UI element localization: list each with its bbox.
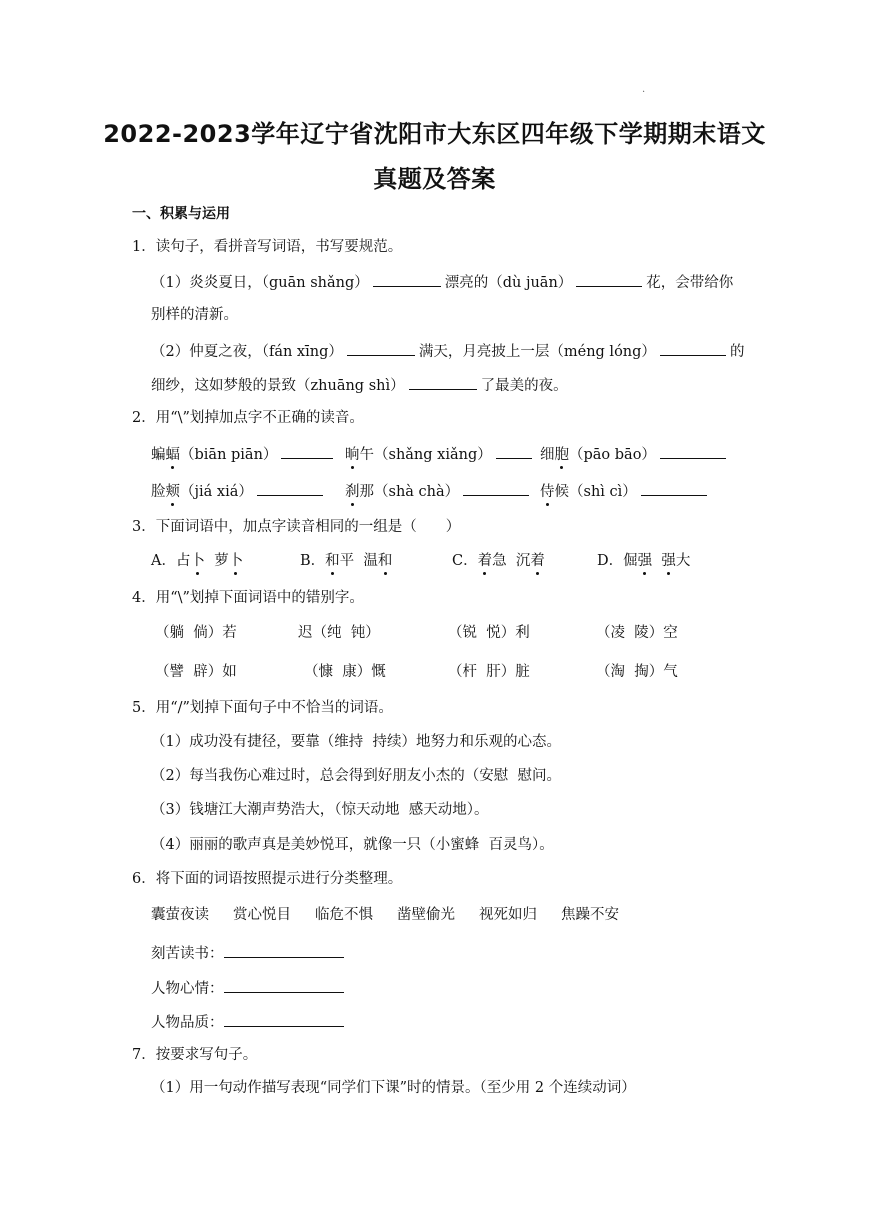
q3-dotted-char: 卜	[190, 553, 205, 569]
q3-option-c[interactable]	[452, 551, 545, 571]
q1-stem: 1．读句子，看拼音写词语，书写要规范。	[132, 239, 403, 255]
option-text: 大	[675, 553, 691, 569]
q6-word: 临危不惧	[315, 907, 373, 923]
answer-blank[interactable]	[281, 443, 333, 459]
answer-blank[interactable]	[224, 942, 344, 958]
q1-s2-part-d: 细纱，这如梦般的景致（zhuāng shì）	[151, 378, 405, 394]
q6-word: 焦躁不安	[561, 907, 619, 923]
q1-sentence1-cont: 别样的清新。	[151, 307, 238, 323]
option-text: B．	[300, 553, 326, 569]
q4-word: （譬 辟）如	[155, 664, 237, 680]
answer-blank[interactable]	[660, 340, 726, 356]
q5-sentence3: （3）钱塘江大潮声势浩大，（惊天动地 感天动地）。	[151, 802, 489, 818]
q4-word: （凌 陵）空	[596, 625, 678, 641]
q2-item-text: 细	[540, 447, 555, 463]
q6-category-1	[151, 942, 348, 964]
q2-item	[540, 443, 730, 465]
q2-item-text: 蝙	[151, 447, 166, 463]
category-label: 人物心情：	[151, 981, 224, 997]
q2-dotted-char: 胞	[554, 447, 569, 463]
q6-word: 视死如归	[479, 907, 537, 923]
answer-blank[interactable]	[347, 340, 415, 356]
q2-dotted-char: 颊	[165, 484, 180, 500]
q2-item	[540, 480, 711, 502]
q1-s2-part-e: 了最美的夜。	[480, 378, 568, 394]
page-title-line1: 2022-2023学年辽宁省沈阳市大东区四年级下学期期末语文	[103, 120, 766, 148]
q3-dotted-char: 着	[530, 553, 545, 569]
q3-dotted-char: 着	[477, 553, 493, 569]
answer-blank[interactable]	[224, 977, 344, 993]
q6-category-2	[151, 977, 348, 999]
answer-blank[interactable]	[409, 374, 477, 390]
q3-option-d[interactable]	[597, 551, 690, 571]
q5-sentence4: （4）丽丽的歌声真是美妙悦耳，就像一只（小蜜蜂 百灵鸟）。	[151, 837, 554, 853]
q4-word: 迟（纯 钝）	[298, 625, 380, 641]
option-text: A．占	[151, 553, 191, 569]
category-label: 刻苦读书：	[151, 946, 224, 962]
q1-sentence2	[151, 340, 744, 362]
q2-item	[151, 480, 327, 502]
q4-stem: 4．用“\”划掉下面词语中的错别字。	[132, 590, 364, 606]
answer-blank[interactable]	[373, 271, 441, 287]
q1-s2-part-a: （2）仲夏之夜，（fán xīng）	[151, 344, 343, 360]
q3-dotted-char: 和	[377, 553, 393, 569]
q2-item	[345, 480, 533, 502]
category-label: 人物品质：	[151, 1015, 224, 1031]
q3-stem: 3．下面词语中，加点字读音相同的一组是（ ）	[132, 519, 461, 535]
q2-dotted-char: 蝠	[165, 447, 180, 463]
q2-item-text: 午（shǎng xiǎng）	[359, 447, 492, 463]
answer-blank[interactable]	[257, 480, 323, 496]
q5-sentence1: （1）成功没有捷径，要靠（维持 持续）地努力和乐观的心态。	[151, 734, 561, 750]
q6-category-3	[151, 1011, 348, 1033]
q6-word: 凿壁偷光	[397, 907, 455, 923]
q1-s1-part-b: 漂亮的（dù juān）	[444, 275, 573, 291]
q4-word: （锐 悦）利	[448, 625, 530, 641]
q1-s2-part-c: 的	[729, 344, 745, 360]
q2-item	[151, 443, 337, 465]
option-text: C．	[452, 553, 478, 569]
q1-s2-part-b: 满天，月亮披上一层（méng lóng）	[418, 344, 656, 360]
answer-blank[interactable]	[576, 271, 642, 287]
q1-s1-part-c: 花，会带给你	[646, 275, 734, 291]
q4-word: （杆 肝）脏	[448, 664, 530, 680]
answer-blank[interactable]	[224, 1011, 344, 1027]
q3-dotted-char: 和	[325, 553, 340, 569]
q6-word: 囊萤夜读	[151, 907, 209, 923]
q3-dotted-char: 强	[661, 553, 676, 569]
q5-stem: 5．用“/”划掉下面句子中不恰当的词语。	[132, 700, 393, 716]
q4-word: （躺 倘）若	[155, 625, 237, 641]
q2-item	[345, 443, 536, 465]
q2-item-text: 那（shà chà）	[359, 484, 460, 500]
q1-s1-part-a: （1）炎炎夏日，（guān shǎng）	[151, 275, 369, 291]
q2-item-text: 脸	[151, 484, 166, 500]
q3-option-b[interactable]	[300, 551, 392, 571]
option-text: 萝	[204, 553, 229, 569]
q2-stem: 2．用“\”划掉加点字不正确的读音。	[132, 410, 364, 426]
q2-dotted-char: 刹	[345, 484, 360, 500]
q7-sentence1: （1）用一句动作描写表现“同学们下课”时的情景。（至少用 2 个连续动词）	[151, 1080, 636, 1096]
q3-dotted-char: 卜	[228, 553, 244, 569]
q2-dotted-char: 晌	[345, 447, 360, 463]
q3-dotted-char: 强	[637, 553, 653, 569]
q6-word: 赏心悦目	[233, 907, 291, 923]
option-text: 平 温	[339, 553, 378, 569]
q2-item-text: （biān piān）	[180, 447, 278, 463]
q2-item-text: （pāo bāo）	[569, 447, 656, 463]
answer-blank[interactable]	[496, 443, 532, 459]
q2-item-text: （jiá xiá）	[180, 484, 253, 500]
answer-blank[interactable]	[641, 480, 707, 496]
option-text: D．倔	[597, 553, 638, 569]
q7-stem: 7．按要求写句子。	[132, 1047, 258, 1063]
section-heading: 一、积累与运用	[132, 206, 230, 222]
q2-item-text: 候（shì cì）	[554, 484, 637, 500]
q4-word: （慷 康）慨	[304, 664, 386, 680]
option-text	[652, 551, 661, 571]
q1-sentence2-cont	[151, 374, 568, 396]
corner-mark: .	[642, 84, 646, 95]
q5-sentence2: （2）每当我伤心难过时，总会得到好朋友小杰的（安慰 慰问。	[151, 768, 561, 784]
q4-word: （淘 掏）气	[596, 664, 678, 680]
option-text: 急 沉	[492, 553, 531, 569]
q1-sentence1	[151, 271, 733, 293]
q2-dotted-char: 侍	[540, 484, 555, 500]
page-title-line2: 真题及答案	[373, 165, 496, 193]
q3-option-a[interactable]	[151, 551, 243, 571]
answer-blank[interactable]	[660, 443, 726, 459]
answer-blank[interactable]	[463, 480, 529, 496]
q6-stem: 6．将下面的词语按照提示进行分类整理。	[132, 871, 403, 887]
